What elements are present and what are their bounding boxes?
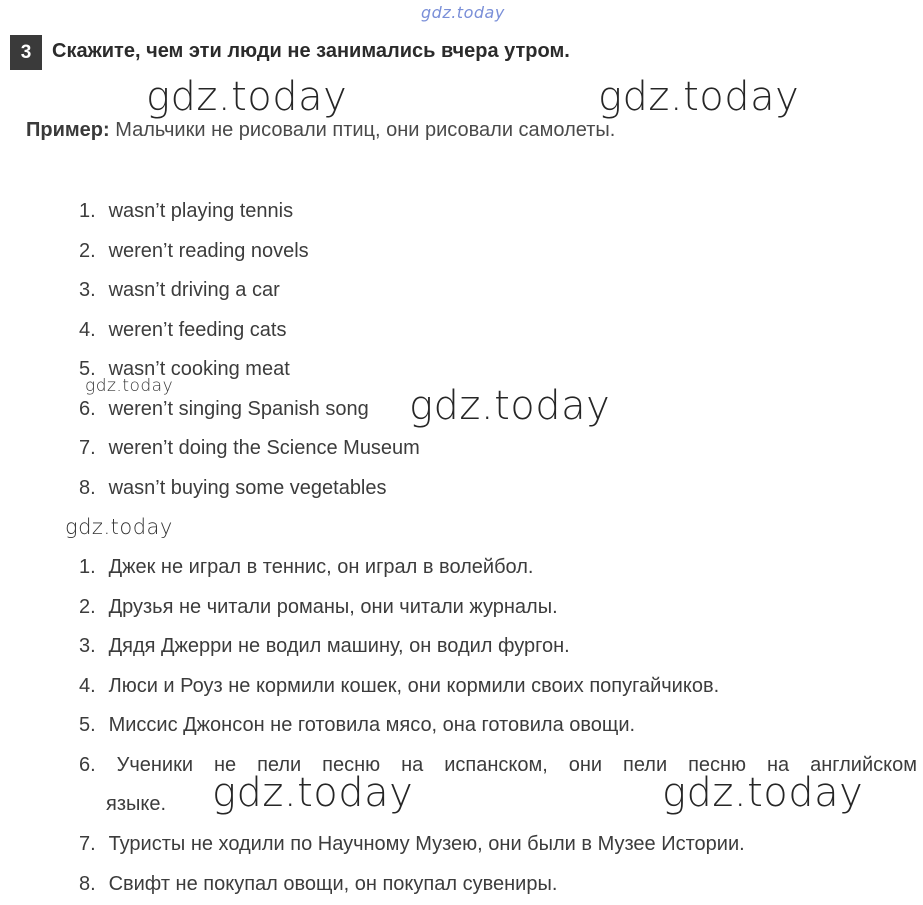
watermark-small-1: gdz.today: [85, 376, 174, 396]
english-answer-3: [79, 279, 280, 302]
answer-word: Ученики: [116, 754, 194, 776]
answer-text: weren’t singing Spanish song: [108, 398, 369, 420]
answer-text: Люси и Роуз не кормили кошек, они кормили своих попугайчиков.: [108, 675, 720, 697]
english-answer-1: [79, 200, 293, 223]
answer-text: Свифт не покупал овощи, он покупал сувениры.: [108, 873, 558, 895]
english-answer-8: [79, 477, 387, 500]
russian-answer-5: [79, 714, 635, 737]
answer-text: weren’t feeding cats: [108, 319, 287, 341]
watermark-medium-1: gdz.today: [65, 515, 173, 539]
answer-text: Джек не играл в теннис, он играл в волейбол.: [108, 556, 534, 578]
answer-word: испанском,: [444, 754, 548, 776]
task-number-badge: 3: [10, 35, 42, 70]
answer-number: 2.: [79, 240, 96, 262]
answer-text: Миссис Джонсон не готовила мясо, она готовила овощи.: [108, 714, 636, 736]
answer-text: weren’t reading novels: [108, 240, 309, 262]
answer-number: 8.: [79, 873, 96, 895]
answer-word: не: [213, 754, 237, 776]
russian-answer-2: [79, 596, 558, 619]
answer-text: wasn’t buying some vegetables: [108, 477, 387, 499]
answer-text: Друзья не читали романы, они читали журналы.: [108, 596, 558, 618]
task-title: Скажите, чем эти люди не занимались вчера утром.: [52, 40, 570, 62]
answer-text: wasn’t driving a car: [108, 279, 280, 301]
example-line: [26, 119, 615, 142]
english-answer-7: [79, 437, 420, 460]
answer-word: они: [568, 754, 603, 776]
answer-number: 3.: [79, 635, 96, 657]
answer-text: Дядя Джерри не водил машину, он водил фургон.: [108, 635, 570, 657]
answer-number: 7.: [79, 833, 96, 855]
answer-number: 5.: [79, 358, 96, 380]
english-answer-4: [79, 319, 286, 342]
example-label: Пример:: [26, 119, 110, 141]
answer-word: песню: [322, 754, 381, 776]
answer-word: пели: [622, 754, 668, 776]
answer-text: weren’t doing the Science Museum: [108, 437, 420, 459]
answer-word: на: [767, 754, 790, 776]
answer-word: на: [401, 754, 424, 776]
english-answer-2: [79, 240, 309, 263]
answer-number: 8.: [79, 477, 96, 499]
answer-text: wasn’t playing tennis: [108, 200, 294, 222]
answer-number: 7.: [79, 437, 96, 459]
watermark-large-2: gdz.today: [598, 74, 800, 120]
example-text: Мальчики не рисовали птиц, они рисовали самолеты.: [109, 119, 616, 141]
english-answer-6: [79, 398, 369, 421]
watermark-large-4: gdz.today: [212, 770, 414, 816]
answer-text: wasn’t cooking meat: [108, 358, 290, 380]
answer-word: пели: [257, 754, 302, 776]
answer-number: 5.: [79, 714, 96, 736]
answer-number: 1.: [79, 556, 96, 578]
answer-number: 4.: [79, 319, 96, 341]
answer-number: 6.: [79, 754, 96, 776]
english-answer-5: [79, 358, 290, 381]
russian-answer-1: [79, 556, 533, 579]
russian-answer-7: [79, 833, 745, 856]
russian-answer-4: [79, 675, 719, 698]
answer-number: 3.: [79, 279, 96, 301]
watermark-large-5: gdz.today: [662, 770, 864, 816]
answer-number: 6.: [79, 398, 96, 420]
russian-answer-8: [79, 873, 557, 896]
watermark-top: gdz.today: [421, 3, 505, 22]
russian-answer-6-continuation: языке.: [106, 793, 167, 815]
russian-answer-3: [79, 635, 570, 658]
answer-word: английском: [810, 754, 917, 776]
answer-word: песню: [688, 754, 747, 776]
russian-answer-6: [79, 754, 917, 777]
answer-number: 2.: [79, 596, 96, 618]
answer-text: Туристы не ходили по Научному Музею, они были в Музее Истории.: [108, 833, 745, 855]
answer-number: 1.: [79, 200, 96, 222]
watermark-large-1: gdz.today: [146, 74, 348, 120]
watermark-large-3: gdz.today: [409, 383, 611, 429]
answer-number: 4.: [79, 675, 96, 697]
